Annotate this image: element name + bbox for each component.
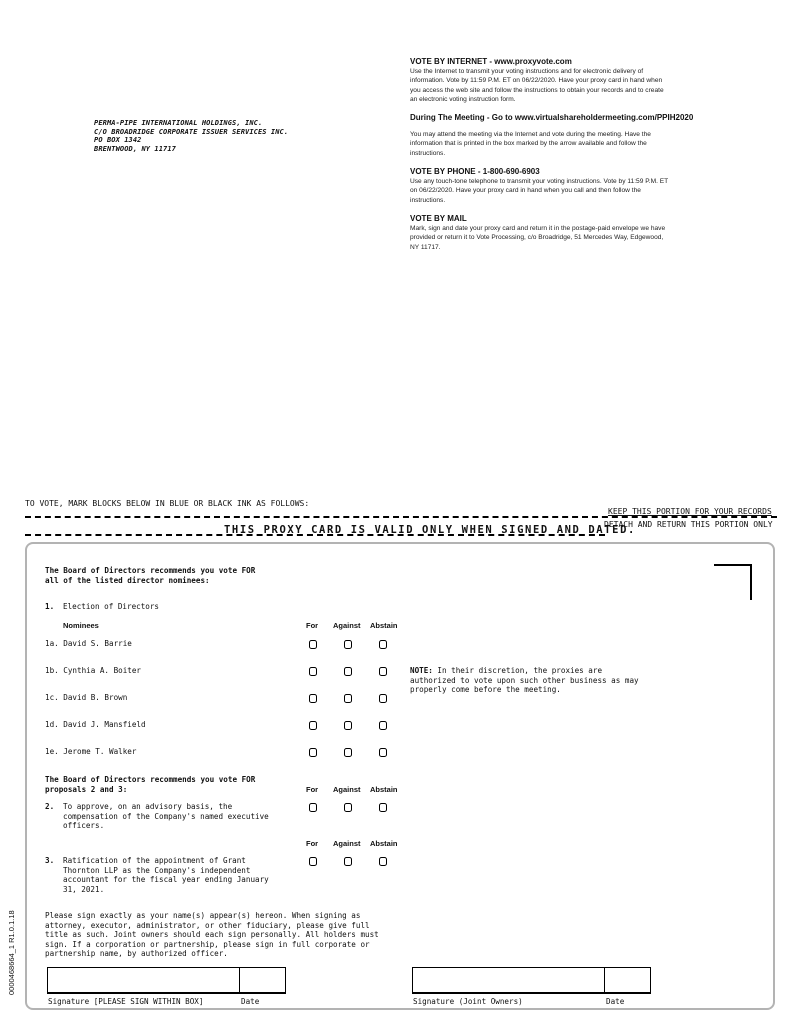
- proposal3-number: 3.: [45, 856, 55, 865]
- address-line: PERMA-PIPE INTERNATIONAL HOLDINGS, INC.: [94, 119, 263, 127]
- vote-meeting-title: During The Meeting - Go to www.virtualshareholdermeeting.com/PPIH2020: [410, 113, 694, 123]
- vote-abstain-checkbox[interactable]: [379, 803, 387, 812]
- vote-against-checkbox[interactable]: [344, 803, 352, 812]
- vote-internet-text: Use the Internet to transmit your voting instructions and for electronic delivery of information. Vote by 11:59 P.M. ET on 06/22/2020. Have your proxy card in hand when you access the web site and follow the instructions to obtain your records and to create an electronic voting instruction form.: [410, 68, 664, 103]
- vote-for-checkbox[interactable]: [309, 694, 317, 703]
- column-abstain: Abstain: [370, 621, 398, 630]
- voting-instructions: [410, 57, 722, 261]
- vote-abstain-checkbox[interactable]: [379, 694, 387, 703]
- proposal2-text: To approve, on an advisory basis, the compensation of the Company's named executive officers.: [63, 802, 269, 830]
- vote-mail-title: VOTE BY MAIL: [410, 213, 467, 223]
- vote-for-checkbox[interactable]: [309, 857, 317, 866]
- date-label: Date: [241, 997, 260, 1006]
- nominee-name: 1b. Cynthia A. Boiter: [45, 666, 142, 675]
- vote-against-checkbox[interactable]: [344, 748, 352, 757]
- vote-meeting-text: You may attend the meeting via the Internet and vote during the meeting. Have the information that is printed in the box marked by the arrow available and follow the instructions.: [410, 131, 651, 157]
- signature-label: Signature [PLEASE SIGN WITHIN BOX]: [48, 997, 204, 1006]
- vote-abstain-checkbox[interactable]: [379, 721, 387, 730]
- date-box[interactable]: [239, 967, 286, 994]
- item1-title: Election of Directors: [63, 602, 160, 611]
- vote-against-checkbox[interactable]: [344, 857, 352, 866]
- vote-mail-text: Mark, sign and date your proxy card and return it in the postage-paid envelope we have provided or return it to Vote Processing, c/o Broadridge, 51 Mercedes Way, Edgewood, NY 11717.: [410, 224, 666, 251]
- column-against: Against: [333, 621, 361, 630]
- vote-for-checkbox[interactable]: [309, 748, 317, 757]
- vote-phone-section: [410, 167, 722, 205]
- joint-date-box[interactable]: [604, 967, 651, 994]
- vote-phone-title: VOTE BY PHONE - 1-800-690-6903: [410, 167, 540, 177]
- vote-meeting-section: [410, 113, 722, 158]
- joint-signature-label: Signature (Joint Owners): [413, 997, 523, 1006]
- sign-instructions: Please sign exactly as your name(s) appear(s) hereon. When signing as attorney, executor, administrator, or other fiduciary, please give full title as such. Joint owners should each sign personally. All holders must sign. If a corporation or partnership, please sign in full corporate or partnership name, by authorized officer.: [45, 911, 379, 958]
- column-abstain: Abstain: [370, 839, 398, 848]
- address-line: BRENTWOOD, NY 11717: [94, 144, 176, 153]
- column-against: Against: [333, 839, 361, 848]
- signature-box[interactable]: [47, 967, 239, 994]
- keep-portion-label: KEEP THIS PORTION FOR YOUR RECORDS: [608, 507, 772, 516]
- board-recommendation-proposals: The Board of Directors recommends you vote FOR proposals 2 and 3:: [45, 775, 256, 794]
- address-line: PO BOX 1342: [94, 136, 142, 144]
- joint-date-label: Date: [606, 997, 625, 1006]
- column-against: Against: [333, 785, 361, 794]
- column-abstain: Abstain: [370, 785, 398, 794]
- tear-line-lower: [25, 534, 605, 536]
- vote-against-checkbox[interactable]: [344, 694, 352, 703]
- mark-instructions: TO VOTE, MARK BLOCKS BELOW IN BLUE OR BLACK INK AS FOLLOWS:: [25, 499, 310, 508]
- vote-phone-text: Use any touch-tone telephone to transmit your voting instructions. Vote by 11:59 P.M. ET on 06/22/2020. Have your proxy card in hand when you call and then follow the instructions.: [410, 178, 669, 204]
- column-for: For: [306, 839, 319, 848]
- vote-for-checkbox[interactable]: [309, 640, 317, 649]
- vote-abstain-checkbox[interactable]: [379, 857, 387, 866]
- nominee-name: 1d. David J. Mansfield: [45, 720, 146, 729]
- vote-abstain-checkbox[interactable]: [379, 667, 387, 676]
- nominee-name: 1a. David S. Barrie: [45, 639, 132, 648]
- proposal2-number: 2.: [45, 802, 55, 811]
- control-code: 0000468664_1 R1.0.1.18: [7, 910, 16, 995]
- vote-internet-section: [410, 57, 722, 104]
- tear-line: [25, 516, 777, 518]
- nominee-name: 1e. Jerome T. Walker: [45, 747, 137, 756]
- vote-against-checkbox[interactable]: [344, 640, 352, 649]
- vote-abstain-checkbox[interactable]: [379, 748, 387, 757]
- address-line: C/O BROADRIDGE CORPORATE ISSUER SERVICES INC.: [94, 127, 289, 136]
- board-recommendation-directors: The Board of Directors recommends you vote FOR all of the listed director nominees:: [45, 566, 256, 585]
- detach-label: DETACH AND RETURN THIS PORTION ONLY: [604, 520, 773, 529]
- note-text: NOTE: In their discretion, the proxies are authorized to vote upon such other business as may properly come before the meeting.: [410, 666, 639, 694]
- joint-signature-box[interactable]: [412, 967, 604, 994]
- vote-for-checkbox[interactable]: [309, 803, 317, 812]
- column-for: For: [306, 621, 319, 630]
- joint-signature-underline: [412, 992, 651, 994]
- vote-internet-title: VOTE BY INTERNET - www.proxyvote.com: [410, 57, 572, 66]
- column-for: For: [306, 785, 319, 794]
- vote-against-checkbox[interactable]: [344, 667, 352, 676]
- registration-mark-icon: [714, 564, 752, 600]
- vote-for-checkbox[interactable]: [309, 721, 317, 730]
- return-address: [94, 119, 288, 153]
- vote-for-checkbox[interactable]: [309, 667, 317, 676]
- vote-mail-section: [410, 214, 722, 252]
- signature-underline: [47, 992, 286, 994]
- nominees-label: Nominees: [63, 621, 99, 630]
- item1-number: 1.: [45, 602, 55, 611]
- nominee-name: 1c. David B. Brown: [45, 693, 128, 702]
- vote-abstain-checkbox[interactable]: [379, 640, 387, 649]
- proposal3-text: Ratification of the appointment of Grant Thornton LLP as the Company's independent accountant for the fiscal year ending January 31, 2021.: [63, 856, 269, 894]
- valid-notice: THIS PROXY CARD IS VALID ONLY WHEN SIGNED AND DATED.: [224, 524, 636, 536]
- vote-against-checkbox[interactable]: [344, 721, 352, 730]
